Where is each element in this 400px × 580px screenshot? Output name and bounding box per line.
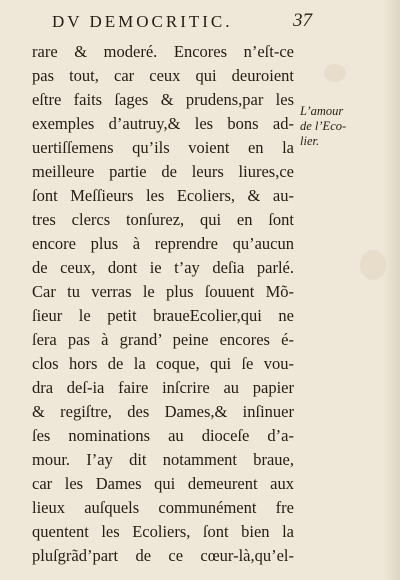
- margin-note-line: L’amour: [300, 104, 344, 118]
- running-title: DV DEMOCRITIC.: [52, 12, 233, 31]
- running-head: [18, 10, 390, 36]
- text-line: pluſgrãd’part de ce cœur-là,qu’el-: [32, 546, 294, 565]
- paper-stain: [324, 64, 346, 82]
- body-text: [32, 40, 294, 568]
- text-line: & regiſtre, des Dames,& inſinuer: [32, 402, 294, 421]
- page-edge-shadow: [382, 0, 400, 580]
- text-line: meilleure partie de leurs liures,ce: [32, 162, 294, 181]
- text-line: ſieur le petit braueEcolier,qui ne: [32, 306, 294, 325]
- text-line: quentent les Ecoliers, ſont bien la: [32, 522, 294, 541]
- text-line: Car tu verras le plus ſouuent Mõ-: [32, 282, 294, 301]
- page-number: 37: [293, 10, 312, 31]
- text-line: ſont Meſſieurs les Ecoliers, & au-: [32, 186, 294, 205]
- text-line: lieux auſquels communément fre: [32, 498, 294, 517]
- text-line: exemples d’autruy,& les bons ad-: [32, 114, 294, 133]
- text-line: mour. I’ay dit notamment braue,: [32, 450, 294, 469]
- text-line: tres clercs tonſurez, qui en ſont: [32, 210, 294, 229]
- margin-note-line: de l’Eco-: [300, 119, 347, 133]
- text-line: uertiſſemens qu’ils voient en la: [32, 138, 294, 157]
- text-line: ſes nominations au dioceſe d’a-: [32, 426, 294, 445]
- text-line: rare & moderé. Encores n’eſt-ce: [32, 42, 294, 61]
- margin-note: [300, 104, 380, 149]
- text-line: ſera pas à grand’ peine encores é-: [32, 330, 294, 349]
- text-line: de ceux, dont ie t’ay deſia parlé.: [32, 258, 294, 277]
- text-line: pas tout, car ceux qui deuroient: [32, 66, 294, 85]
- text-line: clos hors de la coque, qui ſe vou-: [32, 354, 294, 373]
- text-line: encore plus à reprendre qu’aucun: [32, 234, 294, 253]
- text-line: eſtre faits ſages & prudens,par les: [32, 90, 294, 109]
- text-line: car les Dames qui demeurent aux: [32, 474, 294, 493]
- text-line: dra deſ-ia faire inſcrire au papier: [32, 378, 294, 397]
- margin-note-line: lier.: [300, 134, 320, 148]
